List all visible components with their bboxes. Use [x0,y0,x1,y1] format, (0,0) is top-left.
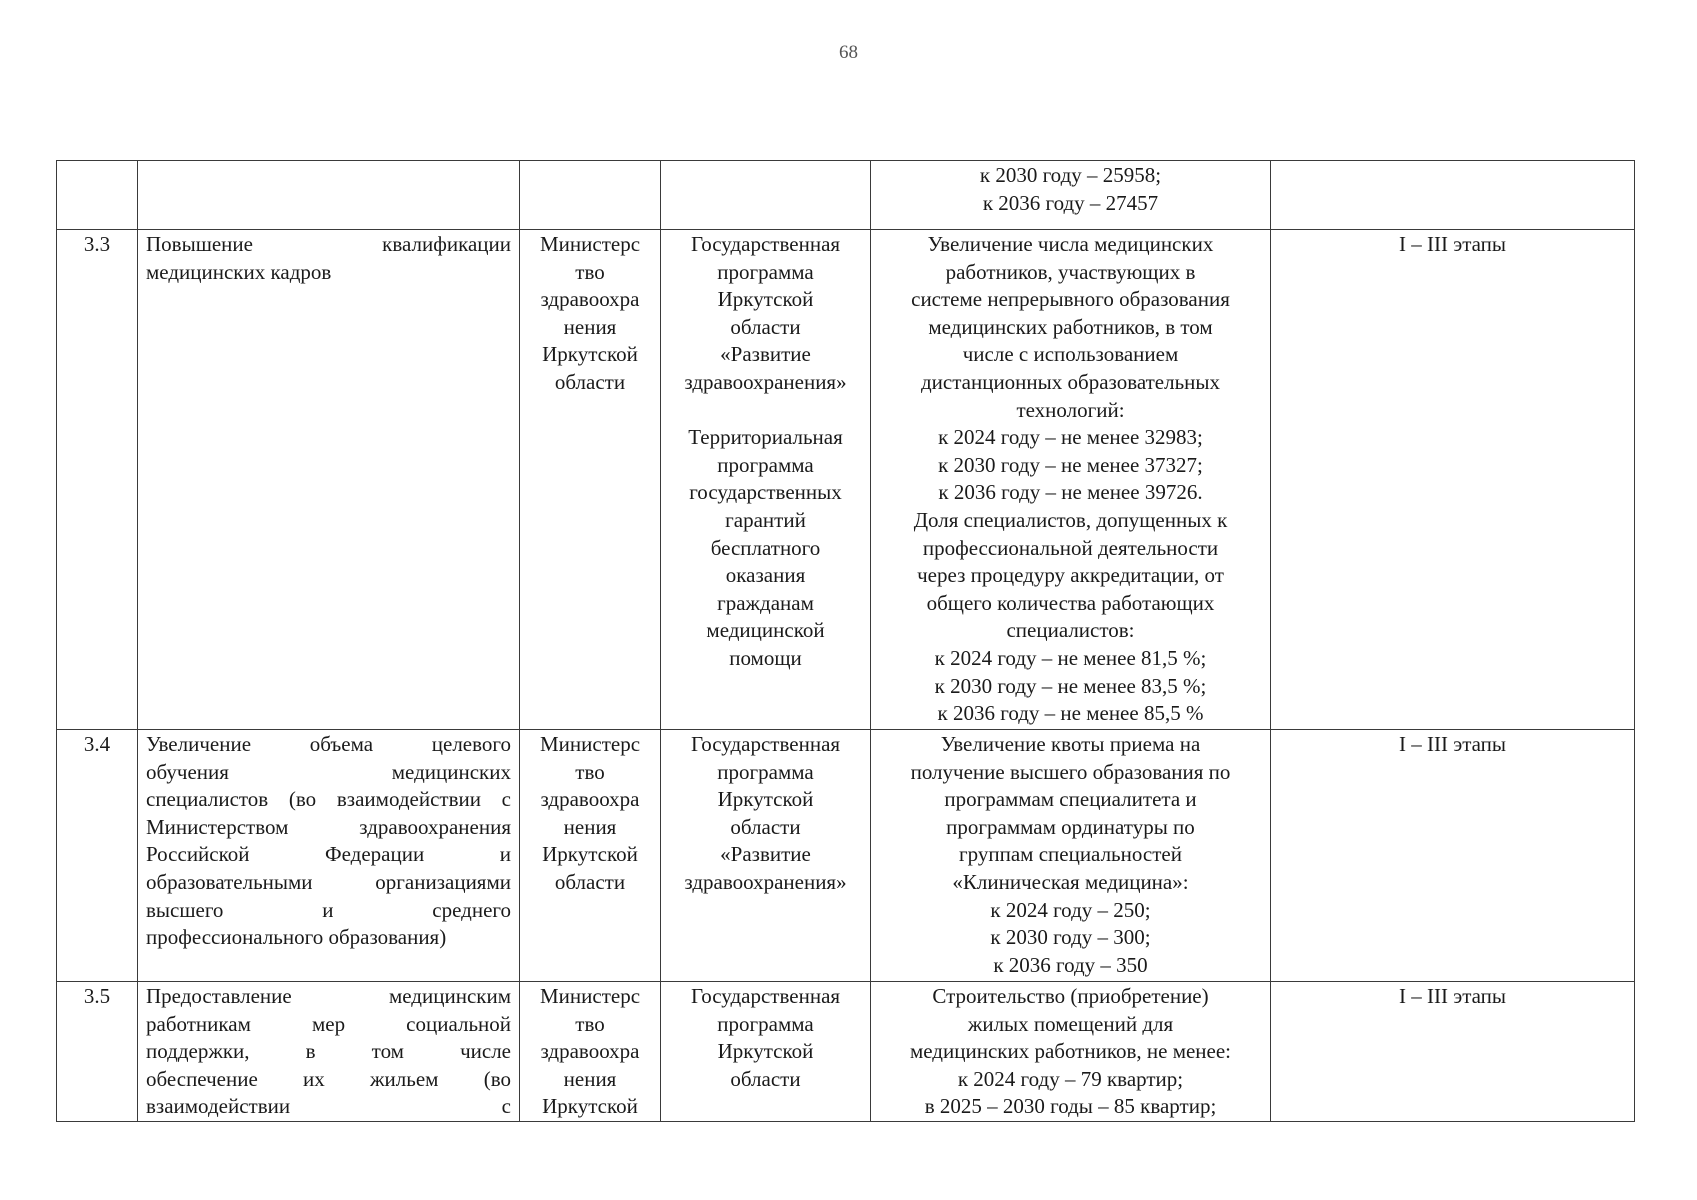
program-line: Иркутской [717,1039,814,1064]
indicator-line: общего количества работающих [926,590,1215,615]
indicator-line: Увеличение квоты приема на [940,732,1201,756]
measure-name-line: высшего и среднего [146,897,511,922]
indicator-line: системе непрерывного образования [911,287,1230,312]
implementation-stage: I – III этапы [1271,230,1635,730]
measure-name-line: Российской Федерации и [146,842,511,867]
indicator-line: Строительство (приобретение) [932,984,1209,1008]
indicator-line: специалистов: [1006,618,1135,643]
responsible-line: Иркутской [542,842,638,867]
indicator-line: числе с использованием [962,342,1179,367]
block-gap [669,397,862,425]
implementation-stage [1271,161,1635,230]
table-row [57,982,1635,1122]
indicator-line: Увеличение числа медицинских [927,232,1214,256]
measure-name-line: взаимодействии с [146,1094,511,1119]
program-document [661,982,871,1122]
indicator-line: к 2030 году – не менее 83,5 %; [934,673,1207,698]
indicator-line: к 2036 году – не менее 39726. [938,480,1203,505]
table-body [57,161,1635,1122]
target-indicator [871,982,1271,1122]
measure-name-line: Министерством здравоохранения [146,814,511,839]
indicator-line: жилых помещений для [967,1011,1174,1036]
responsible-line: нения [563,814,617,839]
indicator-line: к 2030 году – 25958; [979,163,1162,187]
table-row [57,161,1635,230]
program-line: Иркутской [717,287,814,312]
indicator-line: в 2025 – 2030 годы – 85 квартир; [924,1094,1217,1119]
program-line: Иркутской [717,787,814,812]
implementation-stage: I – III этапы [1271,982,1635,1122]
indicator-line: группам специальностей [959,842,1182,867]
program-line: медицинской [706,618,825,643]
responsible-line: здравоохра [540,1039,640,1064]
program-line: Государственная [690,232,841,256]
program-line: программа [717,1011,814,1036]
responsible-line: тво [575,759,605,784]
measure-name-line: профессионального образования) [146,925,447,950]
responsible-line: Министерс [539,732,641,756]
measure-name [138,230,520,730]
target-indicator [871,230,1271,730]
program-line: Территориальная [688,425,843,450]
measure-name [138,730,520,982]
indicator-line: технологий: [1016,397,1125,422]
program-line: помощи [729,645,802,670]
indicator-line: через процедуру аккредитации, от [917,563,1224,588]
row-number: 3.5 [57,982,138,1122]
responsible-executor [520,730,661,982]
measure-name [138,161,520,230]
responsible-line: области [554,369,626,394]
responsible-line: тво [575,259,605,284]
indicator-line: профессиональной деятельности [922,535,1219,560]
measure-name-line: специалистов (во взаимодействии с [146,787,511,812]
indicator-line: программам специалитета и [944,787,1197,812]
responsible-line: Иркутской [542,342,638,367]
responsible-line: тво [575,1011,605,1036]
program-document [661,230,871,730]
program-line: программа [717,452,814,477]
indicator-line: дистанционных образовательных [920,369,1221,394]
implementation-stage: I – III этапы [1271,730,1635,982]
program-line: области [730,314,801,339]
measure-name [138,982,520,1122]
measure-name-line: поддержки, в том числе [146,1039,511,1064]
responsible-line: Министерс [539,232,641,256]
indicator-line: к 2036 году – 27457 [982,190,1159,215]
table-row [57,230,1635,730]
indicator-line: получение высшего образования по [910,759,1231,784]
measure-name-line: обеспечение их жильем (во [146,1066,511,1091]
indicator-line: к 2024 году – не менее 81,5 %; [934,645,1207,670]
measures-table [56,160,1635,1122]
program-line: «Развитие [720,842,811,867]
responsible-line: нения [563,314,617,339]
indicator-line: программам ординатуры по [946,814,1195,839]
program-line: Государственная [690,732,841,756]
responsible-line: Иркутской [542,1094,638,1119]
program-line: здравоохранения» [684,869,847,894]
indicator-line: «Клиническая медицина»: [952,869,1189,894]
table-row [57,730,1635,982]
program-line: Государственная [690,984,841,1008]
responsible-line: нения [563,1066,617,1091]
indicator-line: медицинских работников, не менее: [909,1039,1232,1064]
indicator-line: к 2024 году – не менее 32983; [938,425,1203,450]
page-number: 68 [839,42,858,63]
program-line: программа [717,759,814,784]
responsible-line: здравоохра [540,787,640,812]
measure-name-line: Повышение квалификации [146,232,511,256]
responsible-line: здравоохра [540,287,640,312]
program-line: государственных [689,480,842,505]
program-line: здравоохранения» [684,369,847,394]
responsible-executor [520,161,661,230]
measure-name-line: работникам мер социальной [146,1011,511,1036]
indicator-line: к 2036 году – не менее 85,5 % [937,701,1204,726]
program-document [661,730,871,982]
indicator-line: медицинских работников, в том [928,314,1213,339]
measure-name-line: Предоставление медицинским [146,984,511,1008]
indicator-line: Доля специалистов, допущенных к [913,507,1228,532]
responsible-line: Министерс [539,984,641,1008]
indicator-line: к 2030 году – не менее 37327; [938,452,1203,477]
program-line: гражданам [717,590,814,615]
indicator-line: к 2024 году – 250; [990,897,1151,922]
program-line: области [730,814,801,839]
indicator-line: к 2024 году – 79 квартир; [957,1066,1184,1091]
target-indicator [871,161,1271,230]
program-line: программа [717,259,814,284]
row-number [57,161,138,230]
measure-name-line: образовательными организациями [146,869,511,894]
indicator-line: работников, участвующих в [945,259,1196,284]
program-line: «Развитие [720,342,811,367]
responsible-executor [520,982,661,1122]
indicator-line: к 2036 году – 350 [993,952,1148,977]
program-line: области [730,1066,801,1091]
indicator-line: к 2030 году – 300; [990,925,1151,950]
row-number: 3.3 [57,230,138,730]
program-document [661,161,871,230]
responsible-line: области [554,869,626,894]
measure-name-line: Увеличение объема целевого [146,732,511,756]
program-line: оказания [725,563,806,588]
target-indicator [871,730,1271,982]
measure-name-line: медицинских кадров [146,259,332,284]
program-line: гарантий [725,507,806,532]
responsible-executor [520,230,661,730]
program-line: бесплатного [710,535,821,560]
measure-name-line: обучения медицинских [146,759,511,784]
row-number: 3.4 [57,730,138,982]
